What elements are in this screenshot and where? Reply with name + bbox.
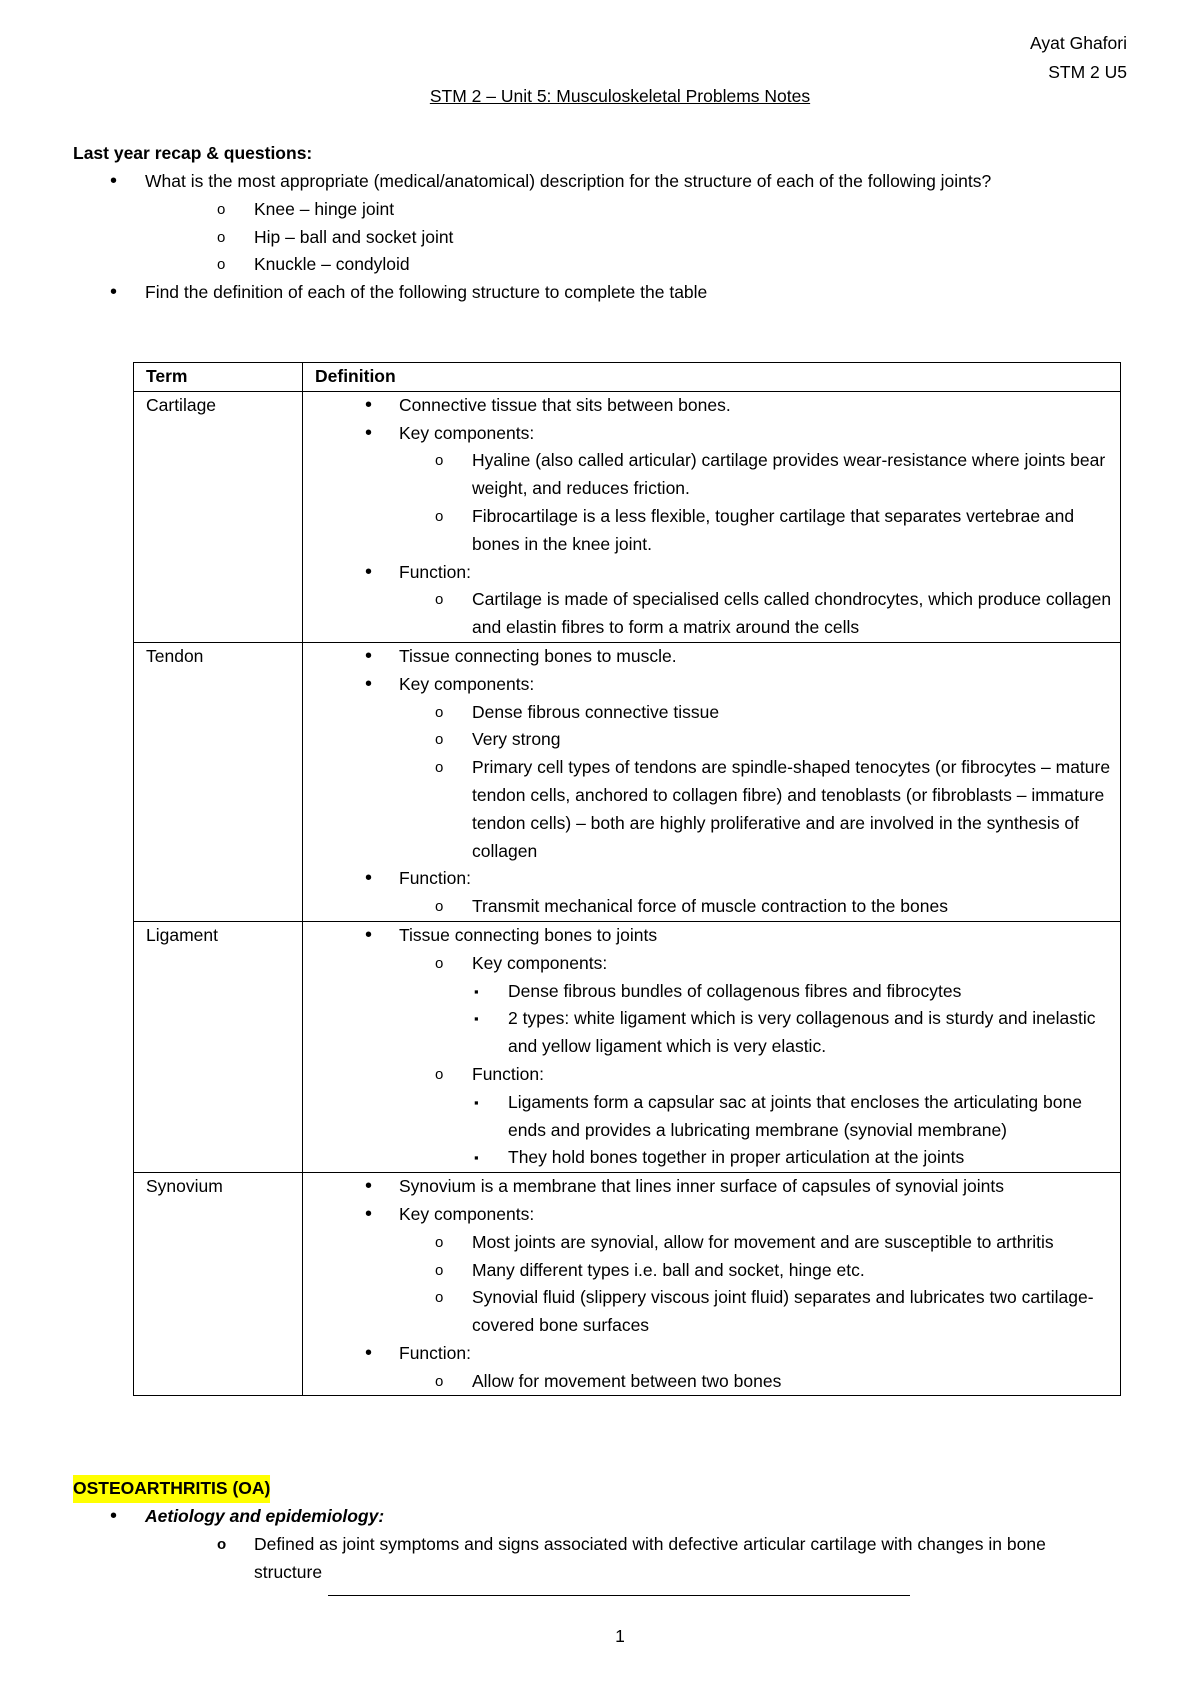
list-item: o Synovial fluid (slippery viscous joint fluid) separates and lubricates two cartilage-covered bone surfaces bbox=[435, 1284, 1114, 1340]
term-cell: Ligament bbox=[134, 921, 303, 1172]
list-item-label: Key components: bbox=[399, 673, 535, 694]
author-name: Ayat Ghafori bbox=[1030, 33, 1127, 53]
term-cell: Synovium bbox=[134, 1173, 303, 1396]
term-header: Term bbox=[134, 363, 303, 392]
list-item: • Tissue connecting bones to muscle. bbox=[315, 643, 1114, 671]
list-item bbox=[315, 1340, 1114, 1396]
list-item: • Synovium is a membrane that lines inner surface of capsules of synovial joints bbox=[315, 1173, 1114, 1201]
list-item: o Hyaline (also called articular) cartilage provides wear-resistance where joints bear weight, and reduces friction. bbox=[435, 447, 1114, 503]
definition-header: Definition bbox=[303, 363, 1121, 392]
list-item bbox=[435, 950, 1114, 1061]
osteoarthritis-heading: OSTEOARTHRITIS (OA) bbox=[73, 1475, 270, 1503]
recap-question-1 bbox=[73, 168, 1113, 279]
list-item bbox=[315, 922, 1114, 1172]
list-item: o Allow for movement between two bones bbox=[435, 1368, 1114, 1396]
recap-question-2: • Find the definition of each of the following structure to complete the table bbox=[73, 279, 1113, 307]
list-item bbox=[315, 420, 1114, 559]
list-item: o Knuckle – condyloid bbox=[217, 251, 1113, 279]
list-item-label: Function: bbox=[399, 561, 471, 582]
list-item: o Most joints are synovial, allow for movement and are susceptible to arthritis bbox=[435, 1229, 1114, 1257]
table-row bbox=[134, 1173, 1121, 1396]
list-item: o Knee – hinge joint bbox=[217, 196, 1113, 224]
list-item bbox=[315, 671, 1114, 866]
list-item bbox=[73, 1503, 1113, 1586]
list-item: o Hip – ball and socket joint bbox=[217, 224, 1113, 252]
list-item bbox=[315, 865, 1114, 921]
document-title: STM 2 – Unit 5: Musculoskeletal Problems Notes bbox=[429, 86, 811, 106]
list-item bbox=[435, 1061, 1114, 1172]
table-row bbox=[134, 921, 1121, 1172]
list-item: o Dense fibrous connective tissue bbox=[435, 699, 1114, 727]
table-header-row bbox=[134, 363, 1121, 392]
recap-question-1-text: What is the most appropriate (medical/anatomical) description for the structure of each of the following joints? bbox=[145, 171, 992, 191]
list-item: o Transmit mechanical force of muscle contraction to the bones bbox=[435, 893, 1114, 921]
list-item-label: Tissue connecting bones to joints bbox=[399, 924, 658, 945]
list-item-label: Function: bbox=[472, 1063, 544, 1084]
list-item: ▪ They hold bones together in proper articulation at the joints bbox=[472, 1144, 1114, 1172]
list-item: • Connective tissue that sits between bones. bbox=[315, 392, 1114, 420]
list-item-label: Key components: bbox=[399, 422, 535, 443]
list-item: o Cartilage is made of specialised cells called chondrocytes, which produce collagen and elastin fibres to form a matrix around the cells bbox=[435, 586, 1114, 642]
list-item: ▪ Ligaments form a capsular sac at joints that encloses the articulating bone ends and provides a lubricating membrane (synovial membrane) bbox=[472, 1089, 1114, 1145]
list-item: ▪ Dense fibrous bundles of collagenous fibres and fibrocytes bbox=[472, 978, 1114, 1006]
page-header bbox=[1030, 29, 1127, 87]
definition-cell bbox=[303, 391, 1121, 642]
table-row bbox=[134, 642, 1121, 921]
list-item: o Very strong bbox=[435, 726, 1114, 754]
definition-table bbox=[133, 362, 1121, 1396]
list-item: o Defined as joint symptoms and signs associated with defective articular cartilage with changes in bone structure bbox=[217, 1531, 1113, 1587]
list-item: o Fibrocartilage is a less flexible, tougher cartilage that separates vertebrae and bones in the knee joint. bbox=[435, 503, 1114, 559]
list-item-label: Key components: bbox=[472, 952, 608, 973]
term-cell: Cartilage bbox=[134, 391, 303, 642]
page-number: 1 bbox=[615, 1626, 625, 1646]
term-cell: Tendon bbox=[134, 642, 303, 921]
list-item: o Primary cell types of tendons are spindle-shaped tenocytes (or fibrocytes – mature tendon cells, anchored to collagen fibre) and tenoblasts (or fibroblasts – immature tendon cells) – both are highly proliferative and are involved in the synthesis of collagen bbox=[435, 754, 1114, 865]
list-item bbox=[315, 559, 1114, 642]
list-item-label: Function: bbox=[399, 868, 471, 889]
list-item bbox=[315, 1201, 1114, 1340]
osteoarthritis-list bbox=[73, 1503, 1113, 1586]
list-item-label: Key components: bbox=[399, 1203, 535, 1224]
aetiology-label: Aetiology and epidemiology: bbox=[145, 1506, 385, 1526]
definition-cell bbox=[303, 921, 1121, 1172]
table-row bbox=[134, 391, 1121, 642]
footnote-divider bbox=[328, 1595, 910, 1596]
definition-cell bbox=[303, 1173, 1121, 1396]
course-code: STM 2 U5 bbox=[1048, 62, 1127, 82]
recap-list bbox=[73, 168, 1113, 307]
list-item: ▪ 2 types: white ligament which is very collagenous and is sturdy and inelastic and yellow ligament which is very elastic. bbox=[472, 1005, 1114, 1061]
definition-cell bbox=[303, 642, 1121, 921]
list-item-label: Function: bbox=[399, 1342, 471, 1363]
list-item: o Many different types i.e. ball and socket, hinge etc. bbox=[435, 1257, 1114, 1285]
recap-heading: Last year recap & questions: bbox=[73, 143, 313, 163]
